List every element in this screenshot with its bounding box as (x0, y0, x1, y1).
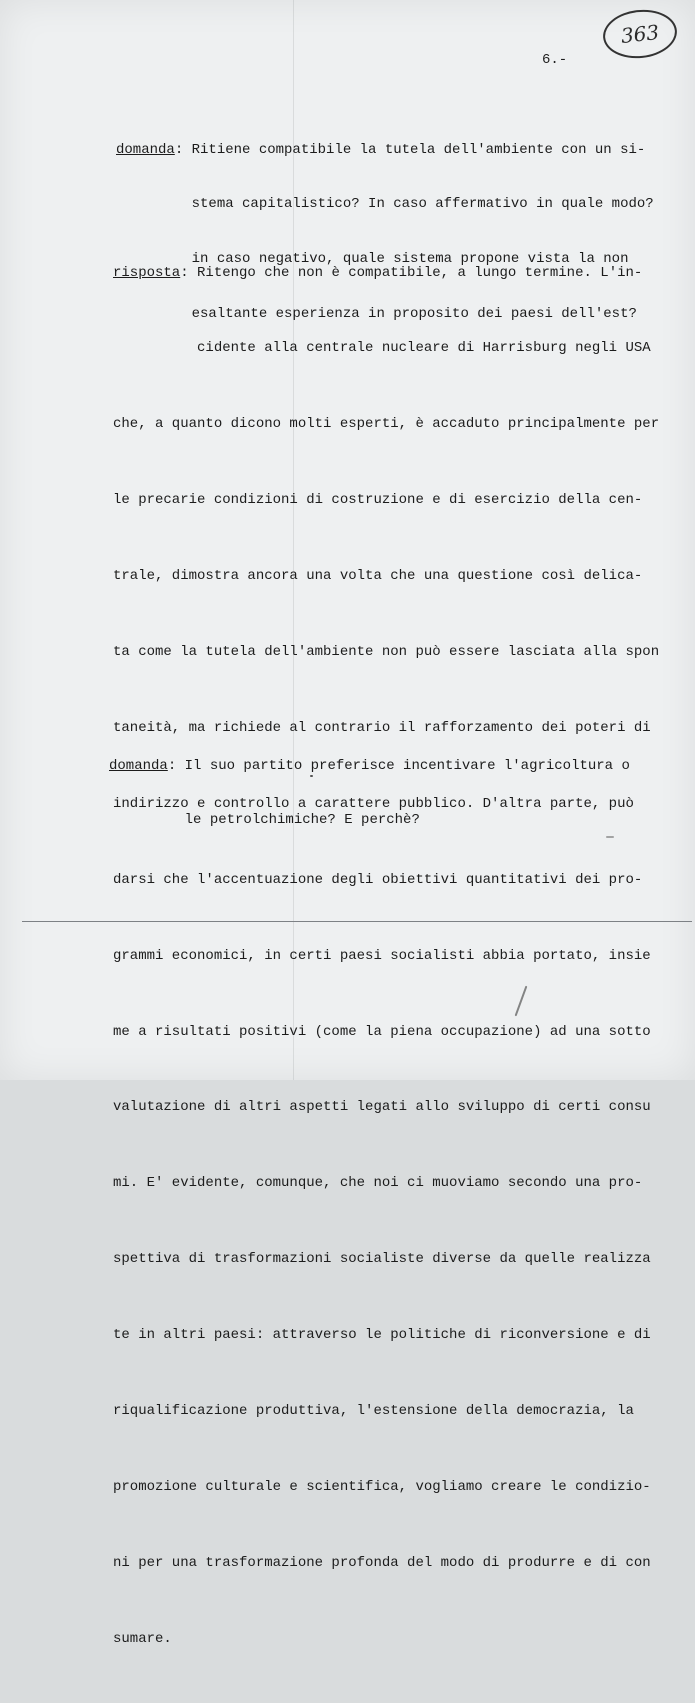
page-divider (22, 921, 692, 922)
scan-speck (606, 836, 614, 838)
answer-1-line: taneità, ma richiede al contrario il rafforzamento dei poteri di (113, 719, 651, 736)
answer-1-line: cidente alla centrale nucleare di Harrisburg negli USA (113, 340, 651, 357)
answer-1-line: ni per una trasformazione profonda del modo di produrre e di con (113, 1554, 651, 1571)
stamp-number: 363 (619, 20, 661, 48)
answer-1-line: spettiva di trasformazioni socialiste diverse da quelle realizza (113, 1251, 651, 1268)
answer-1-line: grammi economici, in certi paesi socialisti abbia portato, insie (113, 947, 651, 964)
answer-1-line: mi. E' evidente, comunque, che noi ci muoviamo secondo una pro- (113, 1175, 643, 1192)
question-2-line: le petrolchimiche? E perchè? (109, 812, 420, 828)
archive-stamp (601, 6, 680, 61)
scan-speck (310, 775, 313, 777)
answer-1-line: sumare. (113, 1630, 172, 1647)
answer-1-line: me a risultati positivi (come la piena occupazione) ad una sotto (113, 1023, 651, 1040)
page-number: 6.- (542, 52, 568, 68)
answer-1-line: te in altri paesi: attraverso le politiche di riconversione e di (113, 1327, 651, 1344)
answer-1-line: le precarie condizioni di costruzione e di esercizio della cen- (113, 492, 643, 509)
answer-1-line: : Ritengo che non è compatibile, a lungo termine. L'in- (180, 264, 643, 281)
question-2-label: domanda (109, 758, 168, 774)
answer-1-line: promozione culturale e scientifica, vogliamo creare le condizio- (113, 1478, 651, 1495)
answer-1-line: indirizzo e controllo a carattere pubblico. D'altra parte, può (113, 795, 634, 812)
answer-1-line: valutazione di altri aspetti legati allo sviluppo di certi consu (113, 1099, 651, 1116)
answer-1-label: risposta (113, 264, 181, 281)
question-1-label: domanda (116, 141, 175, 158)
answer-1-line: riqualificazione produttiva, l'estensione della democrazia, la (113, 1402, 634, 1419)
question-2-line: : Il suo partito preferisce incentivare l'agricoltura o (167, 758, 630, 774)
answer-1-line: trale, dimostra ancora una volta che una questione così delica- (113, 568, 643, 585)
answer-1-line: ta come la tutela dell'ambiente non può essere lasciata alla spon (113, 644, 660, 661)
question-1-line: : Ritiene compatibile la tutela dell'ambiente con un si- (174, 141, 646, 158)
question-1-line: stema capitalistico? In caso affermativo in quale modo? (116, 196, 654, 213)
question-1-line: in caso negativo, quale sistema propone vista la non (116, 251, 629, 268)
answer-1 (113, 210, 659, 1703)
answer-1-line: darsi che l'accentuazione degli obiettivi quantitativi dei pro- (113, 871, 643, 888)
question-1-line: esaltante esperienza in proposito dei paesi dell'est? (116, 306, 637, 323)
question-2 (109, 721, 630, 865)
answer-1-line: che, a quanto dicono molti esperti, è accaduto principalmente per (113, 416, 660, 433)
